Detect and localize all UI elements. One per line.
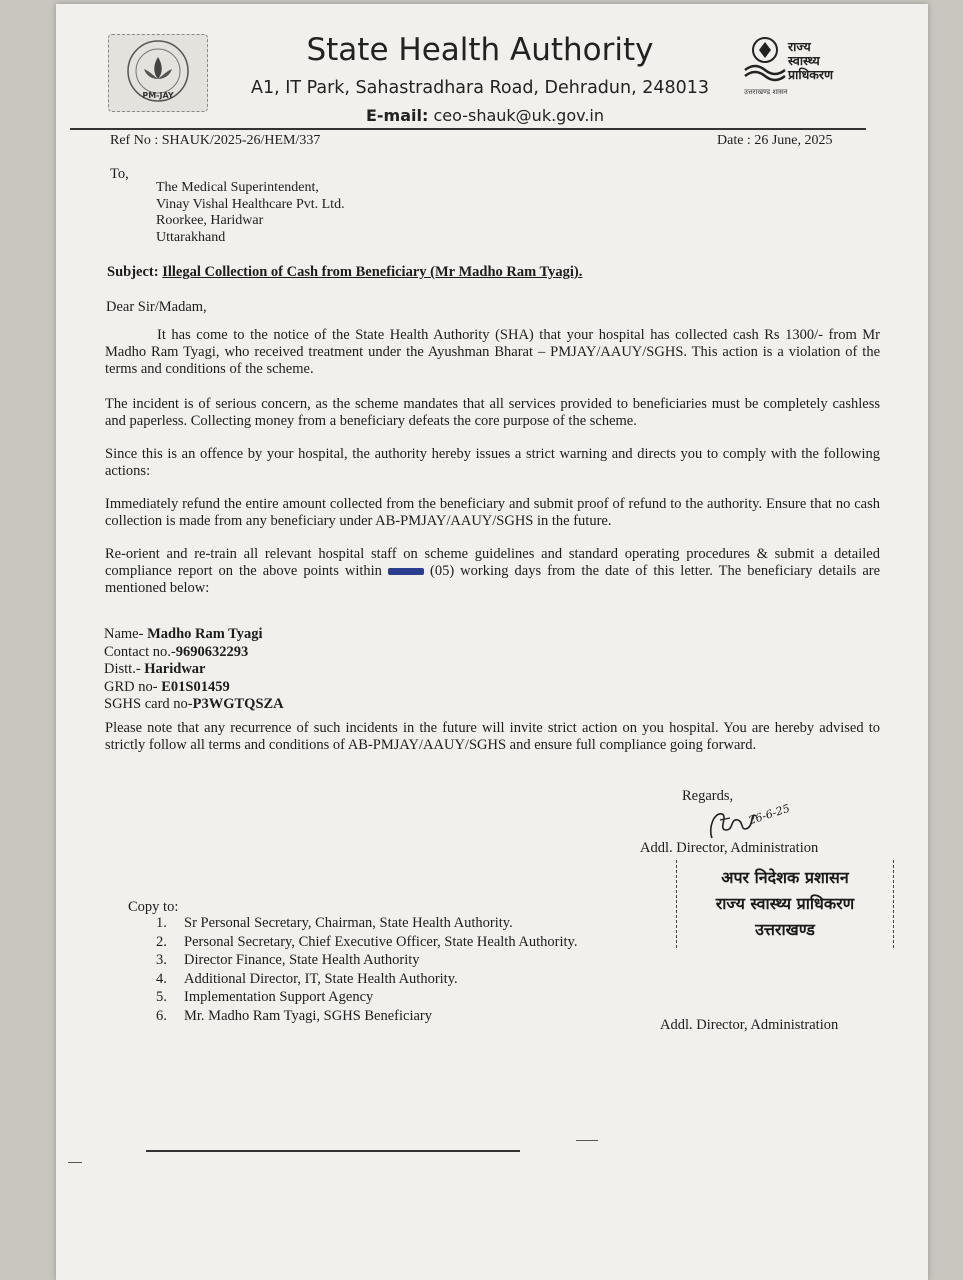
org-title: State Health Authority [306,32,654,68]
footer-dash [68,1162,82,1163]
paragraph-6: Please note that any recurrence of such incidents in the future will invite strict action on you hospital. You are hereby advised to strictly follow all terms and conditions of AB-PMJAY/AAUY/SGHS and ensure full compliance going forward. [105,720,880,753]
recipient-line: Vinay Vishal Healthcare Pvt. Ltd. [156,196,345,212]
signature-date: 26-6-25 [747,801,792,828]
footer-rule [146,1150,520,1152]
beneficiary-contact: Contact no.-9690632293 [104,643,249,660]
beneficiary-name: Name- Madho Ram Tyagi [104,626,263,642]
official-stamp [676,860,894,948]
copy-to-list [156,914,577,1026]
copy-to-label: Copy to: [128,899,179,915]
stamp-line-1: अपर निदेशक प्रशासन [721,868,849,887]
pmjay-logo-text: PM-JAY [142,91,174,100]
pmjay-logo [108,34,208,112]
beneficiary-sghs-card: SGHS card no-P3WGTQSZA [104,696,284,712]
letter-date: Date : 26 June, 2025 [717,133,833,148]
paragraph-2: The incident is of serious concern, as the scheme mandates that all services provided to beneficiaries must be completely cashless and paperless. Collecting money from a beneficiary defeats the core purpose of the scheme. [105,396,880,429]
logo-right-line2: स्वास्थ्य [788,53,820,68]
stamp-line-2: राज्य स्वास्थ्य प्राधिकरण [715,894,855,913]
salutation: Dear Sir/Madam, [106,299,207,315]
recipient-line: Uttarakhand [156,229,226,245]
regards: Regards, [682,788,734,804]
logo-right-line3: प्राधिकरण [788,67,834,82]
redaction-mark [388,568,424,575]
list-item: 5. Implementation Support Agency [156,989,374,1006]
paragraph-5-part-b: (05) working days from the date of this letter. The beneficiary details are mentioned below: [105,563,881,596]
org-address: A1, IT Park, Sahastradhara Road, Dehradun, 248013 [250,78,710,98]
paragraph-5-part-a: Re-orient and re-train all relevant hospital staff on scheme guidelines and standard operating procedures & submit a detailed compliance report on the above points within [105,546,880,579]
list-item: 6. Mr. Madho Ram Tyagi, SGHS Beneficiary [156,1007,433,1024]
subject-label: Subject: [107,264,159,280]
sha-uk-logo [740,30,860,102]
paragraph-1: It has come to the notice of the State Health Authority (SHA) that your hospital has collected cash Rs 1300/- from Mr Madho Ram Tyagi, who received treatment under the Ayushman Bharat – PMJAY/AAUY/SGHS. This action is a violation of the terms and conditions of the scheme. [105,327,880,377]
list-item: 3. Director Finance, State Health Authority [156,952,420,969]
recipient-address [156,180,345,246]
header-rule [70,128,866,130]
list-item: 4. Additional Director, IT, State Health Authority. [156,970,458,987]
paragraph-3: Since this is an offence by your hospital, the authority hereby issues a strict warning and directs you to comply with the following actions: [105,446,880,479]
reference-number: Ref No : SHAUK/2025-26/HEM/337 [110,133,321,148]
bottom-designation: Addl. Director, Administration [660,1017,839,1033]
signature [700,800,810,844]
email-label: E-mail: [365,106,429,125]
org-email [300,106,670,125]
stamp-line-3: उत्तराखण्ड [755,920,815,939]
logo-right-caption: उत्तराखण्ड शासन [744,88,788,96]
subject-line [107,264,582,281]
beneficiary-grd: GRD no- E01S01459 [104,678,230,695]
to-label: To, [110,166,129,182]
beneficiary-district: Distt.- Haridwar [104,661,206,677]
recipient-line: The Medical Superintendent, [156,180,319,195]
email-address: ceo-shauk@uk.gov.in [433,106,605,125]
paragraph-4: Immediately refund the entire amount collected from the beneficiary and submit proof of refund to the authority. Ensure that no cash collection is made from any beneficiary under AB-PMJAY/AAUY/SGHS in the future. [105,496,880,529]
beneficiary-details [104,626,284,714]
logo-right-line1: राज्य [788,39,811,54]
paragraph-5 [105,546,880,597]
signatory-designation: Addl. Director, Administration [640,840,819,856]
subject-text: Illegal Collection of Cash from Beneficiary (Mr Madho Ram Tyagi). [162,264,583,280]
list-item: 1. Sr Personal Secretary, Chairman, State Health Authority. [156,915,513,931]
recipient-line: Roorkee, Haridwar [156,213,264,228]
list-item: 2. Personal Secretary, Chief Executive Officer, State Health Authority. [156,933,578,950]
footer-dash [576,1140,598,1141]
